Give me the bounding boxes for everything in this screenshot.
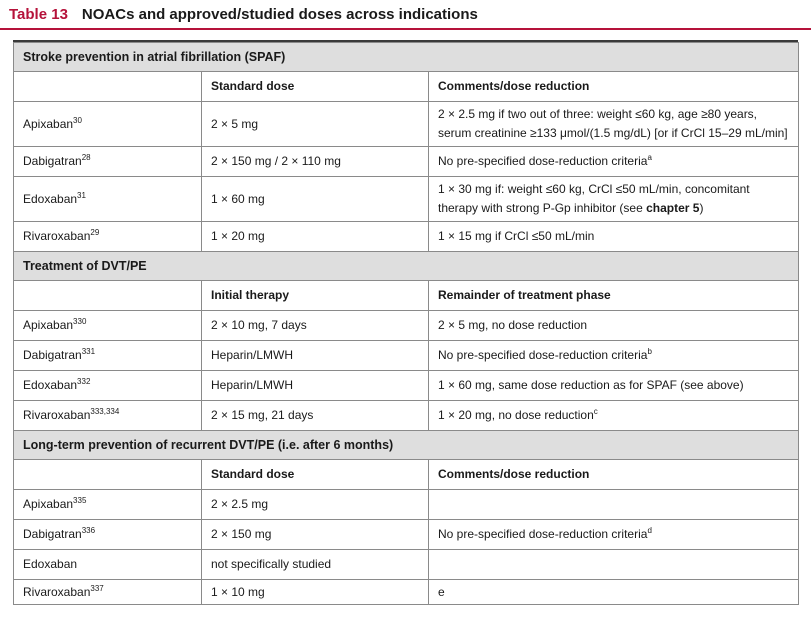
table-row: [14, 580, 799, 605]
comment-text: 1 × 20 mg, no dose reduction: [438, 408, 594, 422]
section-heading-row: [14, 43, 799, 72]
table-row: [14, 341, 799, 371]
comment-text: 1 × 60 mg, same dose reduction as for SPAF (see above): [438, 378, 744, 392]
table-row: [14, 102, 799, 147]
table-row: [14, 520, 799, 550]
dose-text: 2 × 2.5 mg: [211, 497, 269, 511]
column-header: [14, 460, 202, 490]
comment-text: 1 × 30 mg if: weight ≤60 kg, CrCl ≤50 mL/min, concomitant therapy with strong P-Gp inhibitor (see: [438, 182, 750, 215]
comment-cell: [429, 147, 799, 177]
comment-text: 2 × 5 mg, no dose reduction: [438, 318, 588, 332]
column-header: Comments/dose reduction: [429, 460, 799, 490]
table-row: [14, 550, 799, 580]
footnote-marker: d: [647, 526, 652, 535]
dose-cell: [202, 102, 429, 147]
drug-name: Apixaban: [23, 318, 74, 332]
drug-name: Edoxaban: [23, 557, 78, 571]
drug-cell: [14, 550, 202, 580]
section-heading: Long-term prevention of recurrent DVT/PE (i.e. after 6 months): [14, 431, 799, 460]
table-row: [14, 222, 799, 252]
reference-number: 31: [77, 190, 86, 200]
drug-name: Dabigatran: [23, 527, 82, 541]
dose-cell: [202, 222, 429, 252]
comment-cell: [429, 520, 799, 550]
drug-name: Edoxaban: [23, 378, 78, 392]
footnote-marker: c: [593, 407, 598, 416]
drug-name: Rivaroxaban: [23, 408, 91, 422]
comment-cell: [429, 580, 799, 605]
dose-text: Heparin/LMWH: [211, 378, 294, 392]
comment-cell: [429, 102, 799, 147]
dose-text: 2 × 150 mg / 2 × 110 mg: [211, 154, 341, 168]
footnote-marker: a: [647, 153, 652, 162]
drug-cell: [14, 401, 202, 431]
comment-text: No pre-specified dose-reduction criteria: [438, 348, 648, 362]
section-heading: Stroke prevention in atrial fibrillation (SPAF): [14, 43, 799, 72]
drug-name: Apixaban: [23, 497, 74, 511]
table-title: NOACs and approved/studied doses across indications: [81, 5, 478, 23]
drug-cell: [14, 490, 202, 520]
drug-cell: [14, 371, 202, 401]
comment-cell: [429, 401, 799, 431]
chapter-reference: chapter 5: [646, 201, 700, 215]
dose-cell: [202, 520, 429, 550]
dose-cell: [202, 311, 429, 341]
dose-cell: [202, 490, 429, 520]
table-row: [14, 371, 799, 401]
dose-text: 1 × 60 mg: [211, 191, 265, 206]
table-title-bar: [0, 0, 811, 30]
reference-number: 333,334: [90, 407, 120, 416]
reference-number: 29: [90, 228, 100, 237]
dose-text: not specifically studied: [211, 557, 332, 571]
dose-text: 1 × 20 mg: [211, 229, 265, 243]
column-header: Standard dose: [202, 72, 429, 102]
reference-number: 331: [81, 347, 96, 356]
reference-number: 30: [73, 115, 82, 125]
section-heading-row: [14, 431, 799, 460]
table-row: [14, 490, 799, 520]
dose-cell: [202, 341, 429, 371]
reference-number: 337: [90, 583, 104, 593]
drug-name: Edoxaban: [23, 191, 78, 206]
comment-cell: [429, 222, 799, 252]
dose-text: 2 × 5 mg: [211, 116, 259, 131]
dose-cell: [202, 147, 429, 177]
comment-cell: [429, 490, 799, 520]
comment-text: No pre-specified dose-reduction criteria: [438, 154, 648, 168]
column-header-row: [14, 460, 799, 490]
drug-cell: [14, 341, 202, 371]
reference-number: 335: [73, 496, 87, 505]
section-heading-row: [14, 252, 799, 281]
comment-cell: [429, 371, 799, 401]
dose-cell: [202, 550, 429, 580]
dose-cell: [202, 401, 429, 431]
dose-text: 2 × 10 mg, 7 days: [211, 318, 307, 332]
reference-number: 330: [73, 317, 87, 326]
dose-cell: [202, 580, 429, 605]
column-header: [14, 72, 202, 102]
comment-cell: [429, 550, 799, 580]
table-row: [14, 147, 799, 177]
comment-text: e: [438, 584, 445, 599]
drug-cell: [14, 311, 202, 341]
comment-text: 1 × 15 mg if CrCl ≤50 mL/min: [438, 229, 595, 243]
column-header: Comments/dose reduction: [429, 72, 799, 102]
drug-cell: [14, 580, 202, 605]
column-header: Initial therapy: [202, 281, 429, 311]
dose-text: Heparin/LMWH: [211, 348, 294, 362]
table-row: [14, 177, 799, 222]
drug-name: Rivaroxaban: [23, 229, 91, 243]
drug-name: Apixaban: [23, 116, 74, 131]
noac-doses-table: [13, 42, 799, 605]
dose-cell: [202, 371, 429, 401]
table-row: [14, 401, 799, 431]
drug-cell: [14, 147, 202, 177]
reference-number: 336: [81, 526, 96, 535]
column-header: [14, 281, 202, 311]
table-container: [13, 40, 798, 605]
comment-cell: [429, 311, 799, 341]
column-header: Standard dose: [202, 460, 429, 490]
drug-cell: [14, 222, 202, 252]
column-header-row: [14, 72, 799, 102]
comment-end: ): [699, 201, 704, 215]
drug-name: Rivaroxaban: [23, 584, 91, 599]
drug-cell: [14, 102, 202, 147]
drug-cell: [14, 177, 202, 222]
dose-cell: [202, 177, 429, 222]
table-number: Table 13: [9, 5, 68, 23]
drug-name: Dabigatran: [23, 154, 82, 168]
table-row: [14, 311, 799, 341]
reference-number: 28: [81, 153, 91, 162]
section-heading: Treatment of DVT/PE: [14, 252, 799, 281]
footnote-marker: b: [647, 347, 652, 356]
drug-name: Dabigatran: [23, 348, 82, 362]
dose-text: 1 × 10 mg: [211, 584, 265, 599]
comment-text: No pre-specified dose-reduction criteria: [438, 527, 648, 541]
drug-cell: [14, 520, 202, 550]
comment-cell: [429, 341, 799, 371]
column-header-row: [14, 281, 799, 311]
comment-cell: [429, 177, 799, 222]
column-header: Remainder of treatment phase: [429, 281, 799, 311]
reference-number: 332: [77, 377, 91, 386]
dose-text: 2 × 150 mg: [211, 527, 272, 541]
comment-text: 2 × 2.5 mg if two out of three: weight ≤60 kg, age ≥80 years, serum creatinine ≥133 μmol/(1.5 mg/dL) [or if CrCl 15–29 mL/min]: [438, 107, 788, 140]
dose-text: 2 × 15 mg, 21 days: [211, 408, 314, 422]
